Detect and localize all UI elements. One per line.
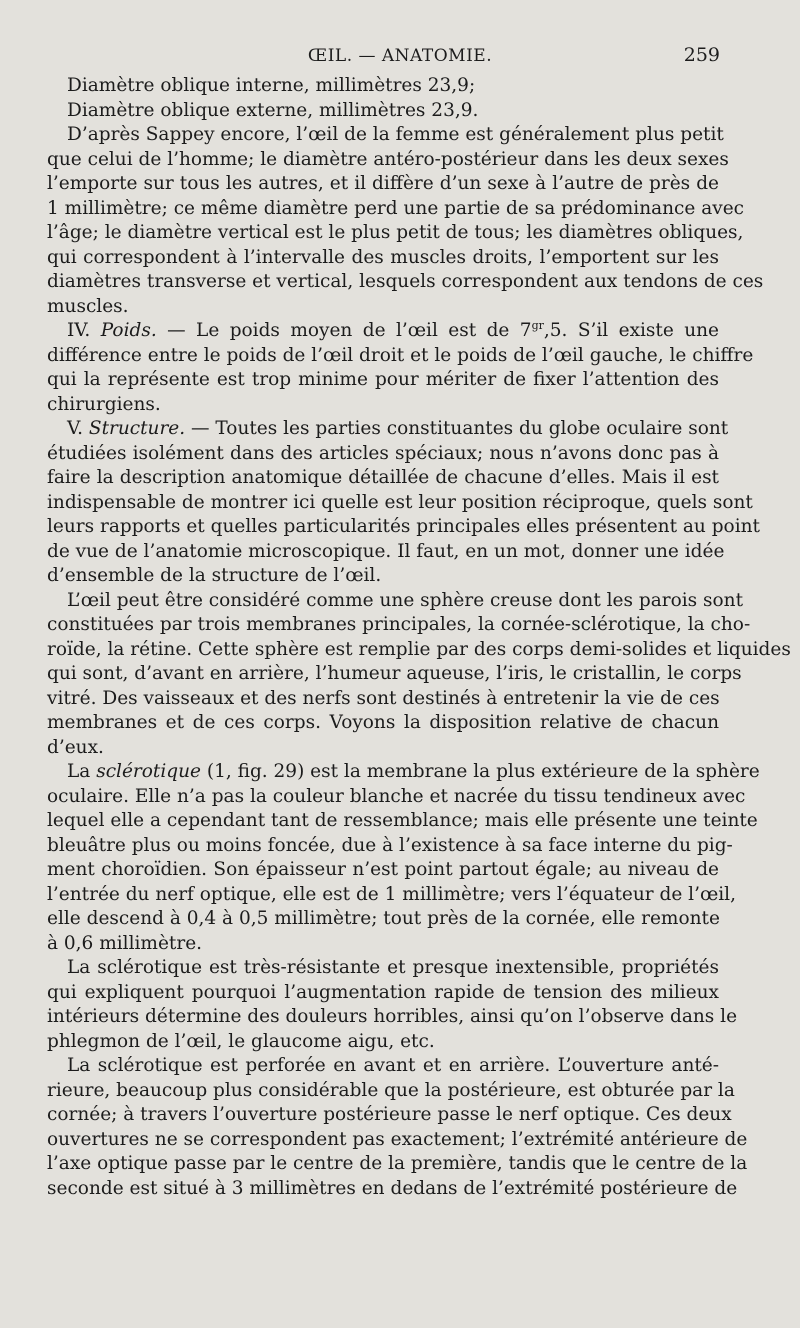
text-line — [47, 834, 733, 859]
line-text: Diamètre oblique interne, millimètres 23,9; — [67, 75, 476, 96]
line-text: que celui de l’homme; le diamètre antéro-postérieur dans les deux sexes — [47, 148, 729, 170]
line-text: roïde, la rétine. Cette sphère est remplie par des corps demi-solides et liquides — [47, 638, 791, 660]
text-line — [47, 123, 724, 148]
line-lead: IV. — [67, 320, 101, 341]
text-line — [47, 638, 791, 663]
line-text: constituées par trois membranes principales, la cornée-sclérotique, la cho- — [47, 614, 751, 635]
text-line — [47, 1128, 748, 1153]
line-text: muscles. — [47, 295, 129, 317]
text-line — [47, 1005, 738, 1030]
line-sup: gr — [531, 318, 544, 332]
text-line — [47, 295, 719, 320]
line-text: elle descend à 0,4 à 0,5 millimètre; tout près de la cornée, elle remonte — [47, 908, 720, 929]
text-line — [47, 760, 760, 785]
line-text: seconde est situé à 3 millimètres en dedans de l’extrémité postérieure de — [47, 1177, 738, 1199]
line-text: membranes et de ces corps. Voyons la disposition relative de chacun — [47, 712, 719, 733]
line-text: de vue de l’anatomie microscopique. Il faut, en un mot, donner une idée — [47, 540, 725, 562]
line-text: à 0,6 millimètre. — [47, 932, 203, 954]
text-line — [47, 907, 719, 932]
text-line — [47, 99, 719, 124]
line-text: diamètres transverse et vertical, lesquels correspondent aux tendons de ces — [47, 271, 764, 292]
text-line — [47, 956, 719, 981]
line-text: ouvertures ne se correspondent pas exactement; l’extrémité antérieure de — [47, 1128, 748, 1150]
line-text: — Le poids moyen de l’œil est de 7 — [156, 320, 532, 341]
line-text: Diamètre oblique externe, millimètres 23,9. — [67, 99, 479, 121]
text-line — [47, 197, 745, 222]
text-line — [47, 589, 744, 614]
line-text: étudiées isolément dans des articles spéciaux; nous n’avons donc pas à — [47, 442, 719, 464]
line-text: chirurgiens. — [47, 393, 161, 415]
text-line — [47, 932, 719, 957]
line-text: lequel elle a cependant tant de ressemblance; mais elle présente une teinte — [47, 810, 758, 831]
text-line — [47, 319, 719, 344]
text-line — [47, 540, 725, 565]
line-italic: sclérotique — [96, 761, 201, 782]
text-line — [47, 393, 719, 418]
text-line — [47, 74, 719, 99]
text-line — [47, 564, 719, 589]
line-text: d’eux. — [47, 736, 104, 758]
text-line — [47, 809, 758, 834]
text-line — [47, 466, 719, 491]
line-text: leurs rapports et quelles particularités principales elles présentent au point — [47, 516, 760, 537]
line-text: oculaire. Elle n’a pas la couleur blanche et nacrée du tissu tendineux avec — [47, 785, 746, 807]
line-text: — Toutes les parties constituantes du globe oculaire sont — [185, 418, 729, 439]
text-line — [47, 1103, 732, 1128]
page-header — [0, 44, 800, 70]
line-text: indispensable de montrer ici quelle est leur position réciproque, quels sont — [47, 491, 753, 513]
text-line — [47, 1177, 738, 1202]
text-line — [47, 246, 719, 271]
line-text: qui expliquent pourquoi l’augmentation rapide de tension des milieux — [47, 981, 719, 1003]
line-text: phlegmon de l’œil, le glaucome aigu, etc. — [47, 1030, 435, 1052]
line-text: vitré. Des vaisseaux et des nerfs sont destinés à entretenir la vie de ces — [47, 687, 720, 709]
text-line — [47, 344, 754, 369]
line-text: La sclérotique est perforée en avant et en arrière. L’ouverture anté- — [67, 1055, 719, 1076]
text-line — [47, 1030, 719, 1055]
line-tail: ,5. S’il existe une — [543, 320, 719, 341]
text-line — [47, 858, 719, 883]
line-text: 1 millimètre; ce même diamètre perd une partie de sa prédominance avec — [47, 197, 745, 219]
line-text: L’œil peut être considéré comme une sphère creuse dont les parois sont — [67, 589, 744, 611]
text-line — [47, 1054, 719, 1079]
text-line — [47, 785, 746, 810]
line-italic: Poids. — [100, 320, 157, 341]
line-text: ment choroïdien. Son épaisseur n’est point partout égale; au niveau de — [47, 859, 719, 880]
text-line — [47, 172, 719, 197]
line-text: différence entre le poids de l’œil droit et le poids de l’œil gauche, le chiffre — [47, 344, 754, 366]
text-line — [47, 662, 742, 687]
line-text: intérieurs détermine des douleurs horribles, ainsi qu’on l’observe dans le — [47, 1006, 738, 1027]
line-text: faire la description anatomique détaillée de chacune d’elles. Mais il est — [47, 467, 719, 488]
line-text: cornée; à travers l’ouverture postérieure passe le nerf optique. Ces deux — [47, 1104, 732, 1125]
text-line — [47, 491, 753, 516]
text-line — [47, 711, 719, 736]
text-line — [47, 1152, 748, 1177]
text-line — [47, 368, 719, 393]
body-text — [47, 74, 791, 1201]
line-text: qui correspondent à l’intervalle des muscles droits, l’emportent sur les — [47, 246, 719, 268]
line-text: rieure, beaucoup plus considérable que la postérieure, est obturée par la — [47, 1079, 735, 1101]
text-line — [47, 883, 736, 908]
line-text: (1, fig. 29) est la membrane la plus extérieure de la sphère — [200, 761, 760, 782]
line-lead: La — [67, 761, 97, 782]
line-lead: V. — [67, 418, 89, 439]
line-text: l’axe optique passe par le centre de la première, tandis que le centre de la — [47, 1153, 748, 1174]
text-line — [47, 981, 719, 1006]
text-line — [47, 613, 751, 638]
line-text: qui la représente est trop minime pour mériter de fixer l’attention des — [47, 369, 719, 390]
line-text: l’emporte sur tous les autres, et il diffère d’un sexe à l’autre de près de — [47, 173, 719, 194]
text-line — [47, 687, 719, 712]
text-line — [47, 442, 719, 467]
text-line — [47, 270, 764, 295]
page-number: 259 — [683, 44, 720, 66]
line-text: La sclérotique est très-résistante et presque inextensible, propriétés — [67, 957, 719, 978]
text-line — [47, 1079, 735, 1104]
text-line — [47, 515, 760, 540]
text-line — [47, 736, 719, 761]
text-line — [47, 221, 744, 246]
line-text: l’âge; le diamètre vertical est le plus petit de tous; les diamètres obliques, — [47, 222, 744, 243]
line-italic: Structure. — [88, 418, 186, 439]
text-line — [47, 148, 729, 173]
line-text: D’après Sappey encore, l’œil de la femme est généralement plus petit — [67, 124, 724, 145]
line-text: d’ensemble de la structure de l’œil. — [47, 565, 382, 586]
line-text: qui sont, d’avant en arrière, l’humeur aqueuse, l’iris, le cristallin, le corps — [47, 663, 742, 684]
text-line — [47, 417, 729, 442]
line-text: l’entrée du nerf optique, elle est de 1 millimètre; vers l’équateur de l’œil, — [47, 883, 736, 905]
line-text: bleuâtre plus ou moins foncée, due à l’existence à sa face interne du pig- — [47, 834, 733, 856]
running-title: ŒIL. — ANATOMIE. — [307, 46, 493, 66]
